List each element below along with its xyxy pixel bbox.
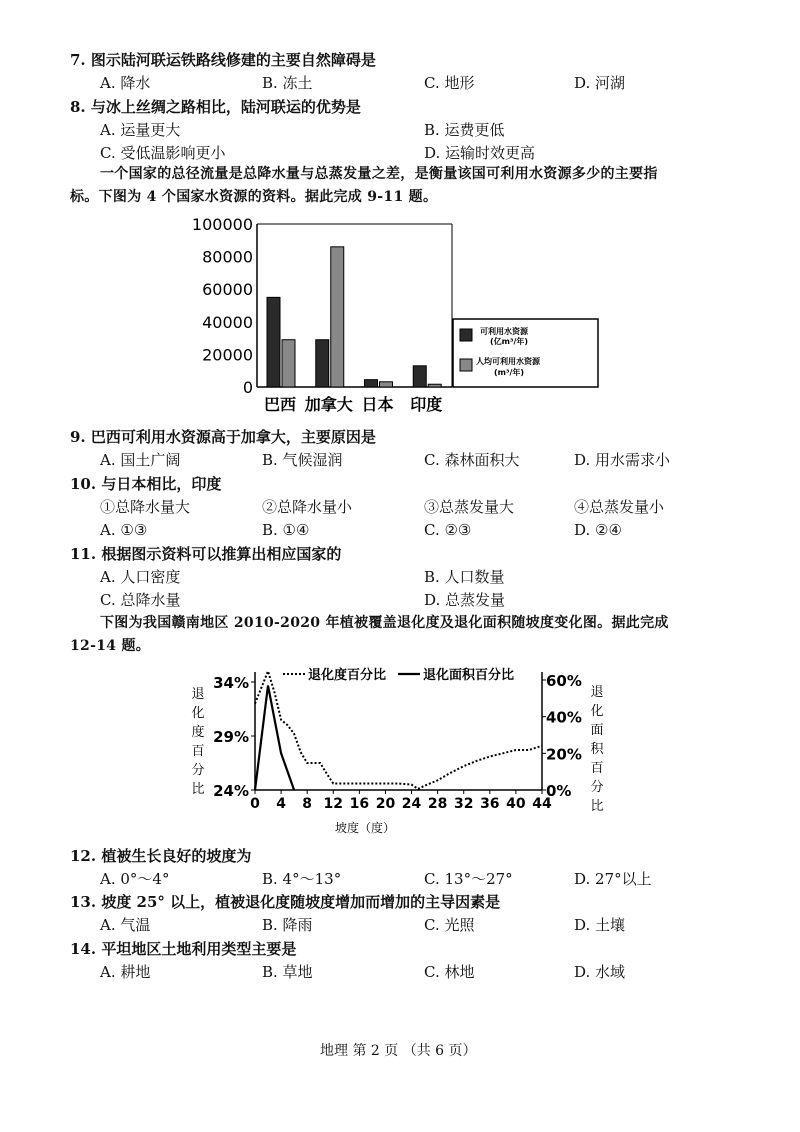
x-tick-label: 8 [302, 796, 313, 812]
bar-available [413, 366, 426, 387]
bar-category-label: 印度 [410, 395, 443, 414]
x-tick-label: 4 [276, 796, 286, 812]
q7-stem: 7. 图示陆河联运铁路线修建的主要自然障碍是 [70, 51, 376, 69]
left-axis-label-char: 百 [191, 744, 205, 759]
q8-option-b[interactable]: B. 运费更低 [424, 121, 505, 139]
q11-option-a[interactable]: A. 人口密度 [100, 568, 181, 586]
x-tick-label: 24 [401, 796, 422, 812]
q14-option-a[interactable]: A. 耕地 [100, 963, 151, 981]
q11-stem: 11. 根据图示资料可以推算出相应国家的 [70, 545, 342, 563]
intro-9-11-line2: 标。下图为 4 个国家水资源的资料。据此完成 9-11 题。 [70, 189, 438, 205]
x-tick-label: 40 [506, 796, 526, 812]
line-chart-legend [283, 667, 514, 683]
q13-option-c[interactable]: C. 光照 [424, 916, 475, 934]
q10-item-2: ②总降水量小 [262, 498, 353, 516]
legend-unit-per-capita: (m³/年) [494, 368, 525, 377]
bar-chart-legend [453, 319, 598, 387]
left-tick-label: 29% [213, 728, 249, 746]
bar-available [365, 380, 378, 387]
q14-option-c[interactable]: C. 林地 [424, 963, 475, 981]
q7-option-c[interactable]: C. 地形 [424, 74, 475, 92]
bar-per-capita [282, 340, 295, 387]
x-tick-label: 16 [349, 796, 370, 812]
left-axis-label-char: 比 [191, 782, 205, 797]
q12-option-b[interactable]: B. 4°～13° [262, 870, 342, 888]
q9-stem: 9. 巴西可利用水资源高于加拿大，主要原因是 [70, 428, 376, 446]
degradation-area-series [255, 686, 294, 791]
right-tick-label: 40% [546, 708, 582, 727]
legend-unit-available: (亿m³/年) [490, 337, 529, 346]
q11-option-c[interactable]: C. 总降水量 [100, 591, 181, 609]
bar-per-capita [331, 247, 344, 387]
vegetation-degradation-line-chart [180, 660, 620, 840]
bar-category-label: 巴西 [263, 395, 297, 414]
bar-y-tick-label: 100000 [191, 215, 253, 234]
q10-option-c[interactable]: C. ②③ [424, 521, 472, 539]
legend-label-degradation-area: 退化面积百分比 [423, 668, 515, 683]
q10-option-a[interactable]: A. ①③ [100, 521, 148, 539]
q7-option-a[interactable]: A. 降水 [100, 74, 151, 92]
right-axis-label-char: 比 [590, 799, 604, 814]
q13-stem: 13. 坡度 25° 以上，植被退化度随坡度增加而增加的主导因素是 [70, 893, 501, 911]
q9-option-a[interactable]: A. 国土广阔 [100, 451, 181, 469]
bar-category-label: 加拿大 [304, 395, 353, 414]
bar-y-tick-label: 40000 [202, 312, 253, 332]
legend-label-degradation-degree: 退化度百分比 [308, 668, 387, 683]
q7-option-d[interactable]: D. 河湖 [574, 74, 626, 92]
legend-swatch-per-capita [460, 359, 472, 371]
page-footer: 地理 第 2 页 （共 6 页） [320, 1043, 477, 1059]
q8-option-c[interactable]: C. 受低温影响更小 [100, 144, 226, 162]
q7-option-b[interactable]: B. 冻土 [262, 74, 313, 92]
q10-item-4: ④总蒸发量小 [574, 498, 665, 516]
q10-item-1: ①总降水量大 [100, 498, 191, 516]
right-axis-label-char: 百 [590, 761, 604, 776]
q8-option-a[interactable]: A. 运量更大 [100, 121, 181, 139]
intro-12-14-line1: 下图为我国赣南地区 2010-2020 年植被覆盖退化度及退化面积随坡度变化图。据此完成 [100, 615, 669, 631]
x-tick-label: 36 [480, 796, 500, 812]
q12-stem: 12. 植被生长良好的坡度为 [70, 847, 252, 865]
bar-y-tick-label: 20000 [202, 345, 253, 365]
left-tick-label: 24% [213, 782, 249, 800]
bar-y-tick-label: 80000 [202, 247, 253, 267]
x-axis-label: 坡度（度） [334, 821, 396, 835]
q12-option-a[interactable]: A. 0°～4° [100, 870, 170, 888]
q13-option-d[interactable]: D. 土壤 [574, 916, 626, 934]
x-tick-label: 44 [532, 796, 552, 812]
water-resources-bar-chart [190, 215, 610, 420]
degradation-degree-series [255, 671, 542, 789]
right-tick-label: 20% [546, 745, 582, 764]
right-axis-label-char: 化 [590, 704, 604, 719]
bar-available [316, 340, 329, 387]
q9-option-b[interactable]: B. 气候湿润 [262, 451, 343, 469]
right-axis-label-char: 退 [590, 685, 604, 700]
left-axis-label-char: 退 [191, 687, 205, 702]
bar-per-capita [428, 384, 441, 387]
q14-option-b[interactable]: B. 草地 [262, 963, 313, 981]
q8-option-d[interactable]: D. 运输时效更高 [424, 144, 536, 162]
legend-label-per-capita: 人均可利用水资源 [476, 357, 540, 366]
right-axis-label-char: 积 [590, 742, 604, 757]
q12-option-c[interactable]: C. 13°～27° [424, 870, 513, 888]
q13-option-b[interactable]: B. 降雨 [262, 916, 313, 934]
q11-option-b[interactable]: B. 人口数量 [424, 568, 505, 586]
x-tick-label: 12 [323, 796, 344, 812]
right-axis-label-char: 分 [590, 780, 604, 795]
intro-12-14-line2: 12-14 题。 [70, 638, 151, 654]
legend-swatch-available [460, 329, 472, 341]
bar-y-tick-label: 0 [242, 378, 253, 397]
legend-label-available: 可利用水资源 [480, 327, 528, 336]
right-tick-label: 60% [546, 672, 582, 690]
left-axis-label-char: 度 [191, 725, 205, 740]
bar-available [267, 297, 280, 387]
x-tick-label: 0 [250, 796, 260, 812]
bar-category-label: 日本 [361, 395, 394, 414]
q8-stem: 8. 与冰上丝绸之路相比，陆河联运的优势是 [70, 98, 361, 116]
q10-stem: 10. 与日本相比，印度 [70, 475, 222, 493]
q14-stem: 14. 平坦地区土地利用类型主要是 [70, 940, 297, 958]
x-tick-label: 28 [427, 796, 448, 812]
q10-option-d[interactable]: D. ②④ [574, 521, 622, 539]
x-tick-label: 20 [375, 796, 396, 812]
bar-per-capita [380, 382, 393, 387]
q10-item-3: ③总蒸发量大 [424, 498, 515, 516]
q11-option-d[interactable]: D. 总蒸发量 [424, 591, 506, 609]
bar-y-tick-label: 60000 [202, 280, 253, 300]
q10-option-b[interactable]: B. ①④ [262, 521, 310, 539]
q14-option-d[interactable]: D. 水域 [574, 963, 626, 981]
right-axis-label-char: 面 [590, 723, 604, 738]
q13-option-a[interactable]: A. 气温 [100, 916, 151, 934]
q9-option-c[interactable]: C. 森林面积大 [424, 451, 520, 469]
left-axis-label-char: 分 [191, 763, 205, 778]
q9-option-d[interactable]: D. 用水需求小 [574, 451, 671, 469]
right-tick-label: 0% [546, 782, 572, 800]
left-tick-label: 34% [213, 674, 249, 692]
x-tick-label: 32 [453, 796, 474, 812]
left-axis-label-char: 化 [191, 706, 205, 721]
intro-9-11-line1: 一个国家的总径流量是总降水量与总蒸发量之差，是衡量该国可利用水资源多少的主要指 [100, 166, 658, 182]
q12-option-d[interactable]: D. 27°以上 [574, 870, 652, 888]
